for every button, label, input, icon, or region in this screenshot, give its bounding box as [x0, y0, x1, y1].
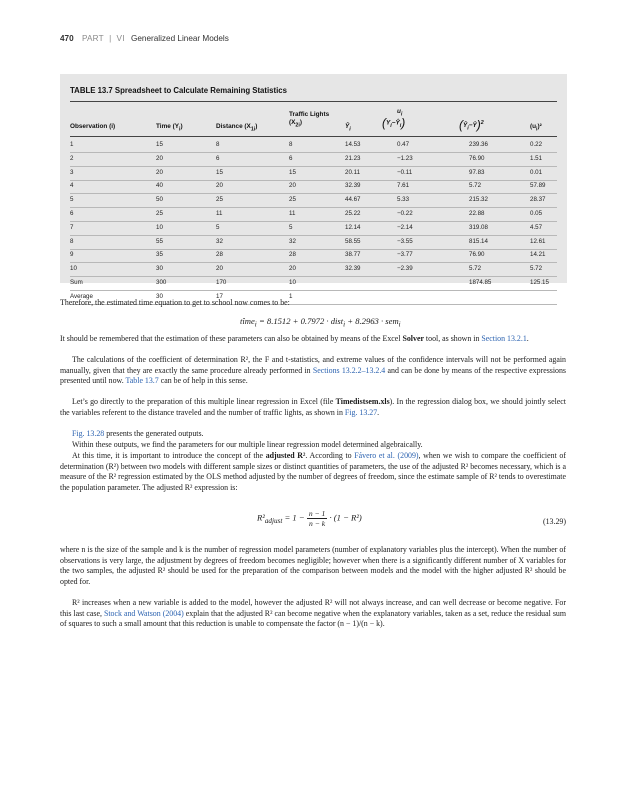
- cell-observation: 9: [70, 251, 74, 259]
- cell-time: 35: [156, 251, 163, 259]
- cell-distance: 28: [216, 251, 223, 259]
- cell-observation: Average: [70, 292, 93, 300]
- header-explained: $(Ŷ_i-Ȳ)^2$: [459, 118, 484, 133]
- cell-residual: −3.77: [397, 251, 413, 259]
- cell-traffic-lights: 11: [289, 210, 296, 217]
- cell-explained: 22.88: [469, 210, 485, 217]
- cell-u-squared: 5.72: [530, 265, 543, 273]
- cell-yhat: 58.55: [345, 237, 361, 245]
- statistics-table: [60, 74, 567, 300]
- cell-observation: 6: [70, 210, 74, 217]
- running-head: [60, 34, 229, 43]
- cell-traffic-lights: 10: [289, 279, 296, 286]
- cell-u-squared: 12.61: [530, 237, 546, 245]
- cell-time: 50: [156, 196, 163, 204]
- cell-distance: 15: [216, 168, 223, 176]
- cell-observation: 8: [70, 237, 74, 245]
- cell-observation: 1: [70, 141, 74, 148]
- cell-distance: 20: [216, 265, 223, 273]
- cell-distance: 32: [216, 237, 223, 245]
- cell-u-squared: 4.57: [530, 223, 543, 231]
- cell-distance: 25: [216, 196, 223, 204]
- table-title: TABLE 13.7 Spreadsheet to Calculate Remaining Statistics: [70, 86, 287, 95]
- cell-yhat: 44.67: [345, 196, 361, 204]
- cell-residual: 0.47: [397, 141, 410, 148]
- paragraph-calculations: The calculations of the coefficient of determination R², the F and t-statistics, and extreme values of the confidence intervals will not be performed again manually, given that they are exactly the same procedure already performed in Sections 13.2.2–13.2.4 and can be done by means of the respective expressions presented until now. Table 13.7 can be of help in this sense.: [60, 355, 567, 386]
- header-yhat: $Ŷ_i$: [345, 123, 351, 133]
- section-title: Generalized Linear Models: [130, 34, 229, 43]
- cell-distance: 6: [216, 154, 220, 162]
- header-u-label: $u_i$: [397, 108, 403, 118]
- part-number: VI: [116, 34, 125, 43]
- cell-residual: 7.61: [397, 182, 410, 190]
- paragraph-adjusted-r2: At this time, it is important to introduce the concept of the adjusted R². According to Fávero et al. (2009), when we wish to compare the coefficient of determination (R²) between two models with different sample sizes or distinct quantities of parameters, the use of the adjusted R² becomes necessary, which is a measure of the R² regression estimated by the OLS method adjusted by the number of degrees of freedom, since the estimate sample of R² tends to overestimate the population parameter. The adjusted R² expression is:: [60, 451, 566, 492]
- cell-explained: 76.90: [469, 251, 485, 259]
- cell-u-squared: 0.05: [530, 210, 543, 217]
- link-table-13-7[interactable]: Table 13.7: [125, 376, 159, 386]
- cell-residual: 5.33: [397, 196, 410, 204]
- cell-residual: −0.11: [397, 168, 413, 176]
- header-residual: $(Y_i-Ŷ_i)$: [382, 116, 406, 130]
- header-u-squared: $(u_i)^2$: [530, 123, 542, 133]
- cell-observation: Sum: [70, 279, 83, 286]
- cell-explained: 5.72: [469, 182, 482, 190]
- equation-adjusted-r2: $R^2_{adjust} = 1$ − $\frac{n - 1}{n - k}$ · (1 − R²): [257, 509, 362, 528]
- cell-traffic-lights: 32: [289, 237, 296, 245]
- cell-observation: 10: [70, 265, 77, 273]
- paragraph-r2-increases: R² increases when a new variable is added to the model, however the adjusted R² will not always increase, and can well decrease or become negative. For this last case, Stock and Watson (2004) explain that the adjusted R² can become negative when the explanatory variables, taken as a set, reduce the residual sum of squares to such a small amount that this reduction is unable to compensate the factor (n − 1)/(n − k).: [60, 598, 566, 629]
- cell-explained: 239.36: [469, 141, 488, 148]
- link-stock-watson-2004[interactable]: Stock and Watson (2004): [103, 608, 184, 618]
- cell-residual: −2.14: [397, 223, 413, 231]
- row-divider: [70, 207, 557, 208]
- cell-u-squared: 1.51: [530, 154, 543, 162]
- cell-distance: 170: [216, 279, 227, 286]
- cell-explained: 1874.85: [469, 279, 492, 286]
- cell-u-squared: 0.01: [530, 168, 543, 176]
- cell-explained: 815.14: [469, 237, 488, 245]
- cell-time: 10: [156, 223, 163, 231]
- cell-time: 30: [156, 292, 163, 300]
- cell-yhat: 32.39: [345, 182, 361, 190]
- cell-u-squared: 28.37: [530, 196, 546, 204]
- paragraph-parameters: Within these outputs, we find the parameters for our multiple linear regression model determined algebraically.: [72, 440, 423, 449]
- cell-time: 25: [156, 210, 163, 217]
- link-section-13-2-1[interactable]: Section 13.2.1: [481, 334, 527, 343]
- row-divider: [70, 221, 557, 222]
- cell-yhat: 12.14: [345, 223, 361, 231]
- cell-traffic-lights: 25: [289, 196, 296, 204]
- cell-traffic-lights: 20: [289, 182, 296, 190]
- paragraph-where: where n is the size of the sample and k is the number of regression model parameters (number of explanatory variables plus the intercept). When the number of observations is very large, the adjustment by degrees of freedom becomes negligible; however when there is a significantly different number of X variables for the two samples, the adjusted R² should be used for the preparation of the comparison between models and the model with the higher adjusted R² should be opted for.: [60, 545, 566, 586]
- cell-distance: 11: [216, 210, 223, 217]
- page-number: 470: [60, 34, 74, 43]
- cell-residual: −1.23: [397, 154, 413, 162]
- cell-residual: −2.39: [397, 265, 413, 273]
- cell-yhat: 38.77: [345, 251, 361, 259]
- row-divider: [70, 193, 557, 194]
- cell-u-squared: 125.15: [530, 279, 549, 286]
- part-label: PART: [81, 34, 104, 43]
- row-divider: [70, 249, 557, 250]
- cell-yhat: 14.53: [345, 141, 361, 148]
- paragraph-outputs: Fig. 13.28 presents the generated outputs.: [72, 429, 204, 438]
- link-fig-13-28[interactable]: Fig. 13.28: [72, 429, 105, 438]
- row-divider: [70, 235, 557, 236]
- header-traffic-lights: Traffic Lights $(X_{2i})$: [289, 111, 330, 129]
- cell-yhat: 21.23: [345, 154, 361, 162]
- part-separator: |: [109, 34, 112, 43]
- cell-traffic-lights: 8: [289, 141, 293, 148]
- link-sections-13-2-2[interactable]: Sections 13.2.2–13.2.4: [312, 365, 386, 375]
- cell-distance: 20: [216, 182, 223, 190]
- header-observation: Observation (i): [70, 123, 116, 130]
- cell-time: 30: [156, 265, 163, 273]
- cell-traffic-lights: 15: [289, 168, 296, 176]
- cell-u-squared: 0.22: [530, 141, 543, 148]
- cell-explained: 5.72: [469, 265, 482, 273]
- cell-distance: 17: [216, 292, 223, 300]
- row-divider: [70, 152, 557, 153]
- table-header-rule: [70, 136, 557, 137]
- cell-distance: 8: [216, 141, 220, 148]
- row-divider: [70, 166, 557, 167]
- cell-yhat: 20.11: [345, 168, 361, 176]
- cell-explained: 76.90: [469, 154, 485, 162]
- equation-time: tîme$_i$ = 8.1512 + 0.7972 · dist$_i$ + 8.2963 · sem$_i$: [240, 316, 401, 329]
- paragraph-excel: Let’s go directly to the preparation of this multiple linear regression in Excel (file Timedistsem.xls). In the regression dialog box, we should jointly select the variables referent to the distance traveled and the number of traffic lights, as shown in Fig. 13.27.: [60, 397, 566, 417]
- cell-observation: 4: [70, 182, 74, 190]
- link-favero-2009[interactable]: Fávero et al. (2009): [354, 451, 419, 460]
- cell-observation: 3: [70, 168, 74, 176]
- cell-explained: 97.83: [469, 168, 485, 176]
- paragraph-solver: It should be remembered that the estimation of these parameters can also be obtained by means of the Excel Solver tool, as shown in Section 13.2.1.: [60, 334, 529, 343]
- cell-traffic-lights: 6: [289, 154, 293, 162]
- row-divider: [70, 180, 557, 181]
- row-divider: [70, 290, 557, 291]
- cell-traffic-lights: 5: [289, 223, 293, 231]
- cell-yhat: 32.39: [345, 265, 361, 273]
- cell-time: 20: [156, 168, 163, 176]
- cell-u-squared: 14.21: [530, 251, 546, 259]
- cell-traffic-lights: 28: [289, 251, 296, 259]
- header-distance: Distance $(X_{1i})$: [216, 123, 258, 133]
- cell-time: 40: [156, 182, 163, 190]
- cell-time: 20: [156, 154, 163, 162]
- header-time: Time $(Y_i)$: [156, 123, 183, 133]
- cell-time: 15: [156, 141, 163, 148]
- cell-observation: 7: [70, 223, 74, 231]
- cell-traffic-lights: 1: [289, 292, 293, 300]
- cell-residual: −3.55: [397, 237, 413, 245]
- cell-explained: 215.32: [469, 196, 488, 204]
- cell-time: 55: [156, 237, 163, 245]
- row-divider: [70, 276, 557, 277]
- cell-time: 300: [156, 279, 167, 286]
- row-divider: [70, 262, 557, 263]
- cell-observation: 2: [70, 154, 74, 162]
- cell-traffic-lights: 20: [289, 265, 296, 273]
- cell-observation: 5: [70, 196, 74, 204]
- cell-explained: 319.08: [469, 223, 488, 231]
- cell-residual: −0.22: [397, 210, 413, 217]
- cell-u-squared: 57.89: [530, 182, 546, 190]
- equation-number: (13.29): [542, 517, 566, 526]
- cell-yhat: 25.22: [345, 210, 361, 217]
- table-top-rule: [70, 101, 557, 102]
- cell-distance: 5: [216, 223, 220, 231]
- link-fig-13-27[interactable]: Fig. 13.27: [344, 407, 378, 417]
- paragraph-intro: Therefore, the estimated time equation to get to school now comes to be:: [60, 298, 290, 307]
